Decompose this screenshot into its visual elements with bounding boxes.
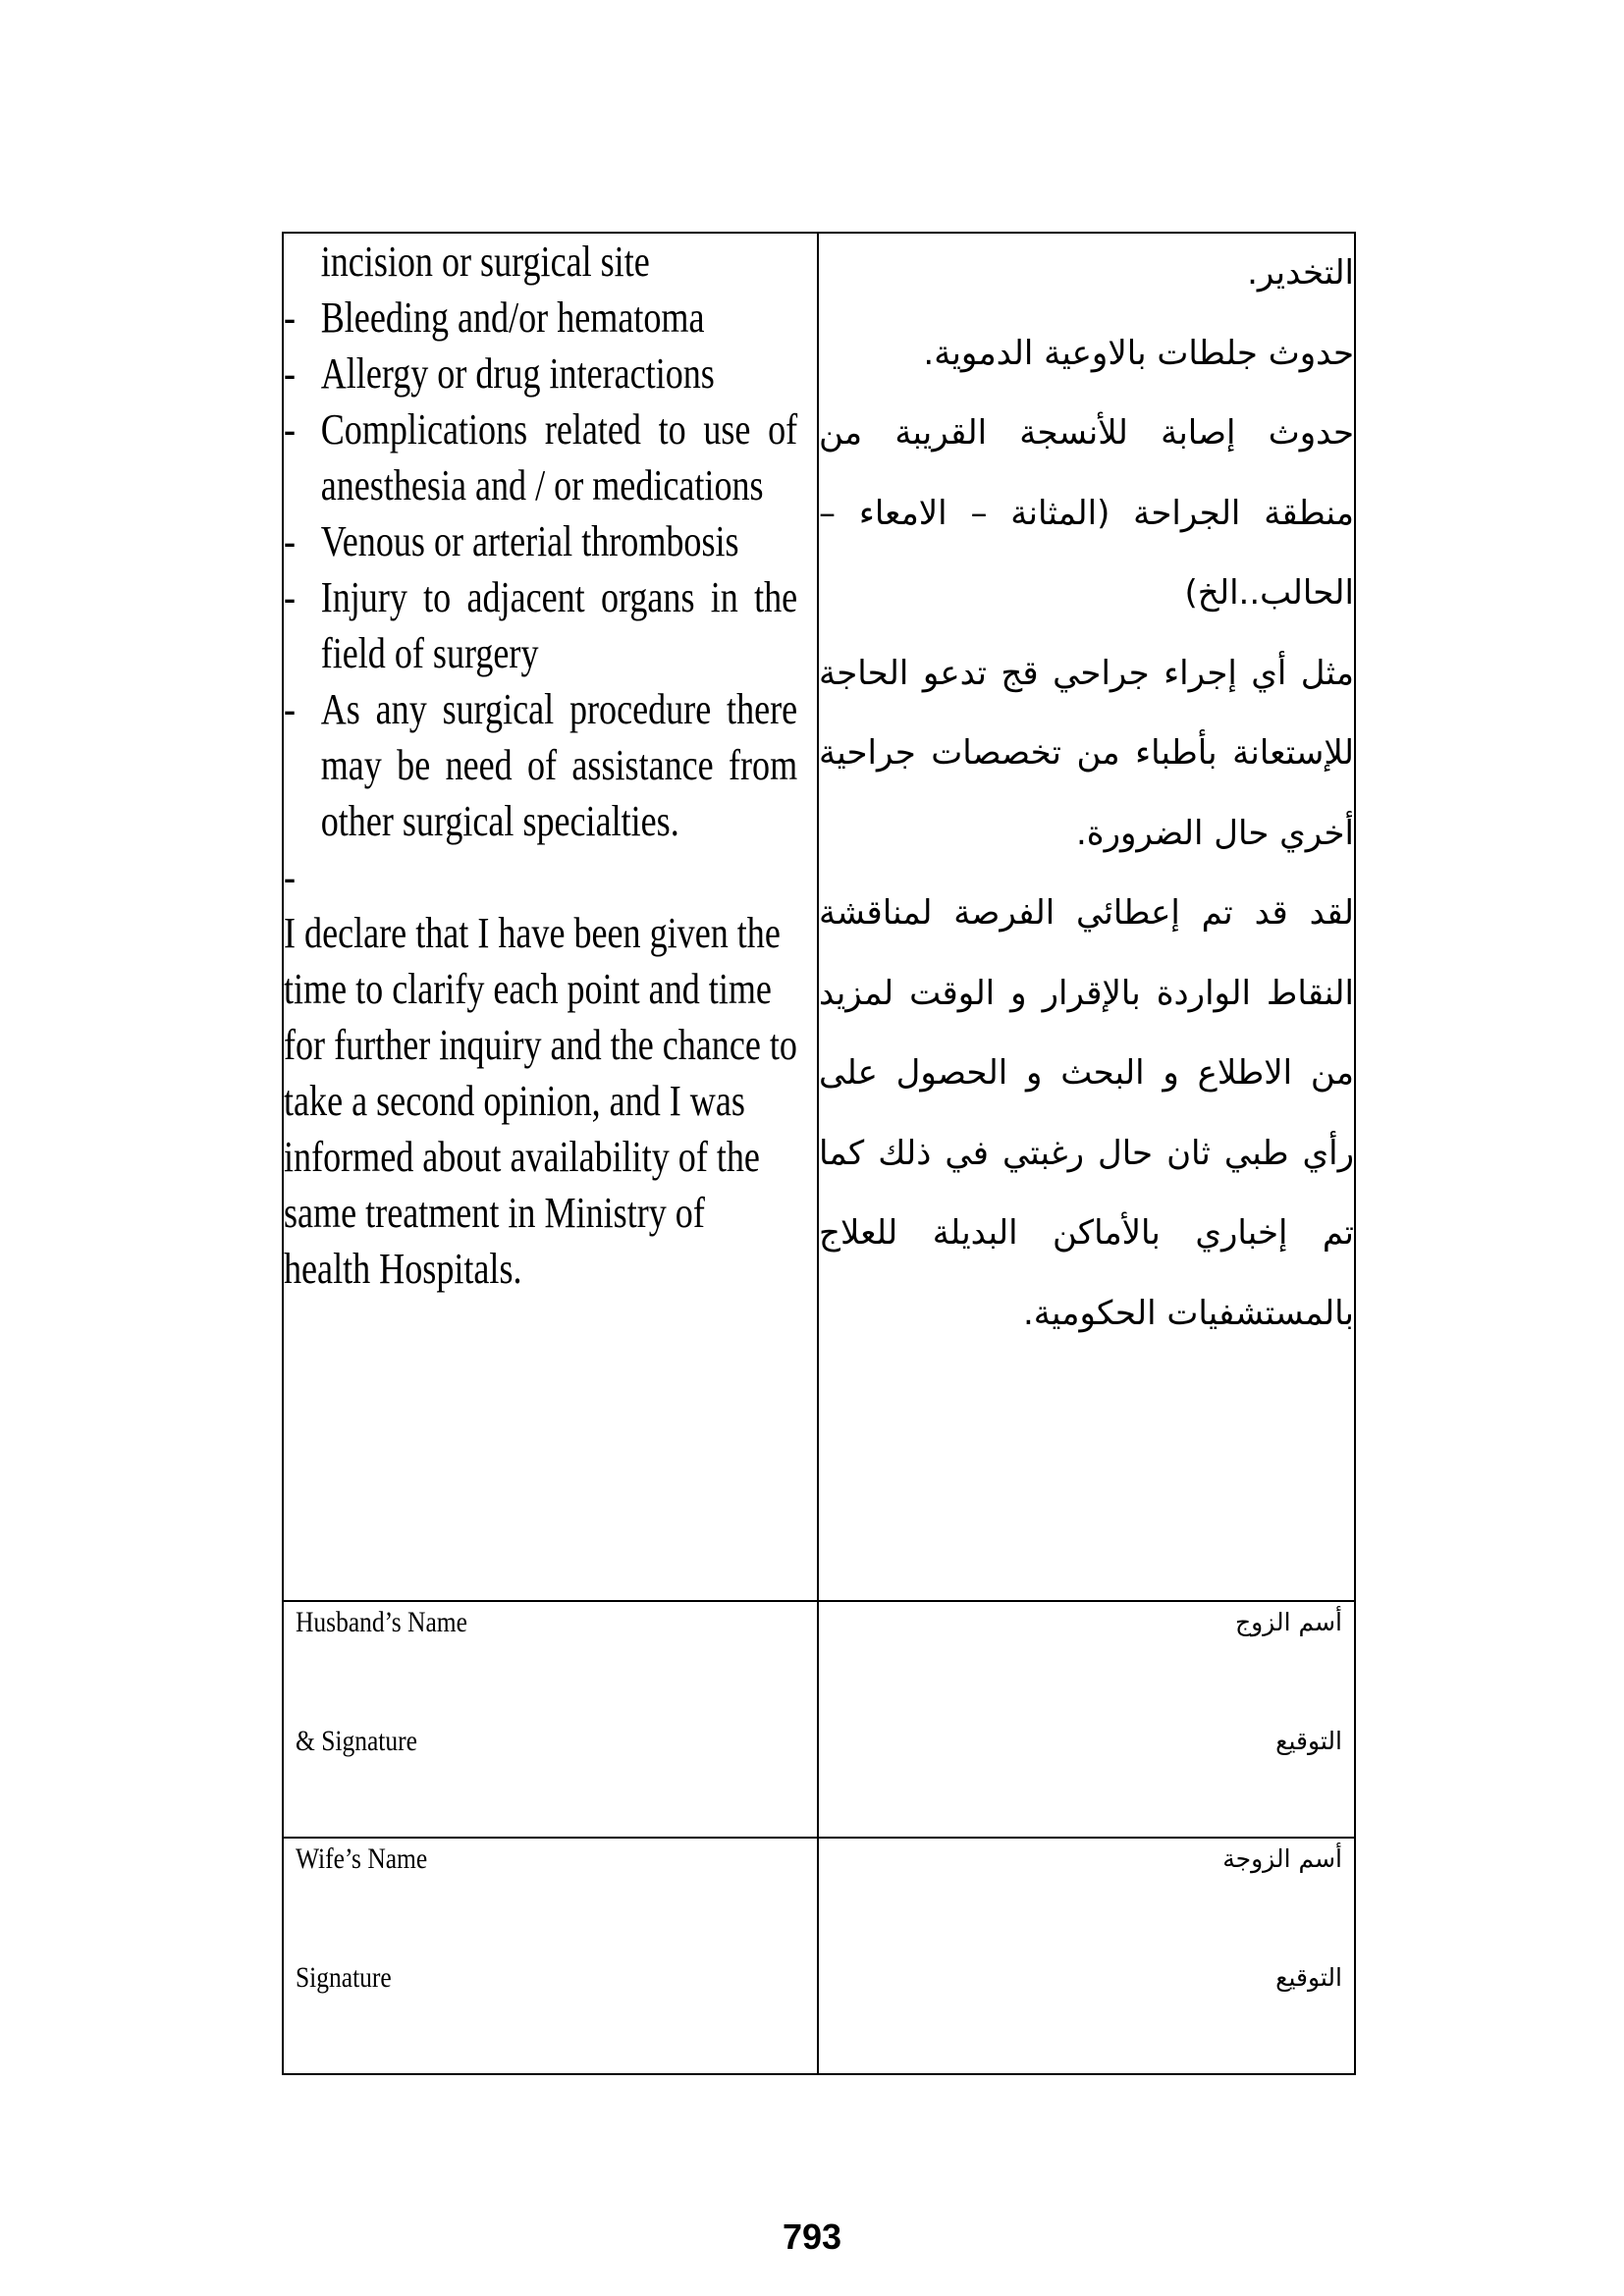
risks-row (283, 233, 1355, 1601)
wife-signature-field[interactable] (283, 1838, 818, 2074)
arabic-paragraph: التخدير. (1247, 253, 1354, 293)
wife-name-label: Wife’s Name (296, 1842, 428, 1875)
risk-item: - Complications related to use of anesthesia and / or medications (284, 401, 797, 513)
wife-signature-field-ar[interactable] (818, 1838, 1355, 2074)
husband-signature-field[interactable] (283, 1601, 818, 1838)
risk-item: - Bleeding and/or hematoma (284, 290, 797, 346)
husband-signature-label: & Signature (296, 1725, 417, 1757)
husband-signature-row (283, 1601, 1355, 1838)
arabic-declaration: لقد قد تم إعطائي الفرصة لمناقشة النقاط الواردة بالإقرار و الوقت لمزيد من الاطلاع و البحث و الحصول على رأي طبي ثان حال رغبتي في ذلك كما تم إخباري بالأماكن البديلة للعلاج بالمستشفيات الحكومية. (819, 893, 1354, 1333)
risk-item: - Allergy or drug interactions (284, 346, 797, 401)
wife-signature-label-ar: التوقيع (1275, 1963, 1342, 1992)
wife-signature-row (283, 1838, 1355, 2074)
risk-item-empty (284, 849, 797, 905)
page-number: 793 (782, 2216, 842, 2257)
declaration-text: I declare that I have been given the time to clarify each point and time for further inquiry and the chance to take a second opinion, and I was informed about availability of the same treatment in Ministry of health Hospitals. (284, 909, 797, 1293)
wife-signature-label: Signature (296, 1961, 392, 1994)
husband-name-label: Husband’s Name (296, 1606, 467, 1638)
wife-name-label-ar: أسم الزوجة (1222, 1844, 1342, 1873)
arabic-paragraph: مثل أي إجراء جراحي قج تدعو الحاجة للإستعانة بأطباء من تخصصات جراحية أخري حال الضرورة. (819, 653, 1354, 853)
husband-signature-field-ar[interactable] (818, 1601, 1355, 1838)
risk-item-continued: incision or surgical site (320, 238, 650, 286)
arabic-paragraph: حدوث إصابة للأنسجة القريبة من منطقة الجراحة (المثانة – الامعاء – الحالب..الخ) (819, 413, 1354, 613)
risk-item: - Venous or arterial thrombosis (284, 513, 797, 569)
consent-table (282, 232, 1356, 2075)
risk-item: - As any surgical procedure there may be need of assistance from other surgical specialties. (284, 681, 797, 849)
husband-signature-label-ar: التوقيع (1275, 1727, 1342, 1755)
arabic-risks-cell (818, 233, 1355, 1601)
english-risks-cell (283, 233, 818, 1601)
arabic-paragraph: حدوث جلطات بالاوعية الدموية. (923, 333, 1354, 373)
risks-list (284, 234, 797, 905)
risk-item: - Injury to adjacent organs in the field of surgery (284, 569, 797, 681)
husband-name-label-ar: أسم الزوج (1234, 1608, 1342, 1636)
